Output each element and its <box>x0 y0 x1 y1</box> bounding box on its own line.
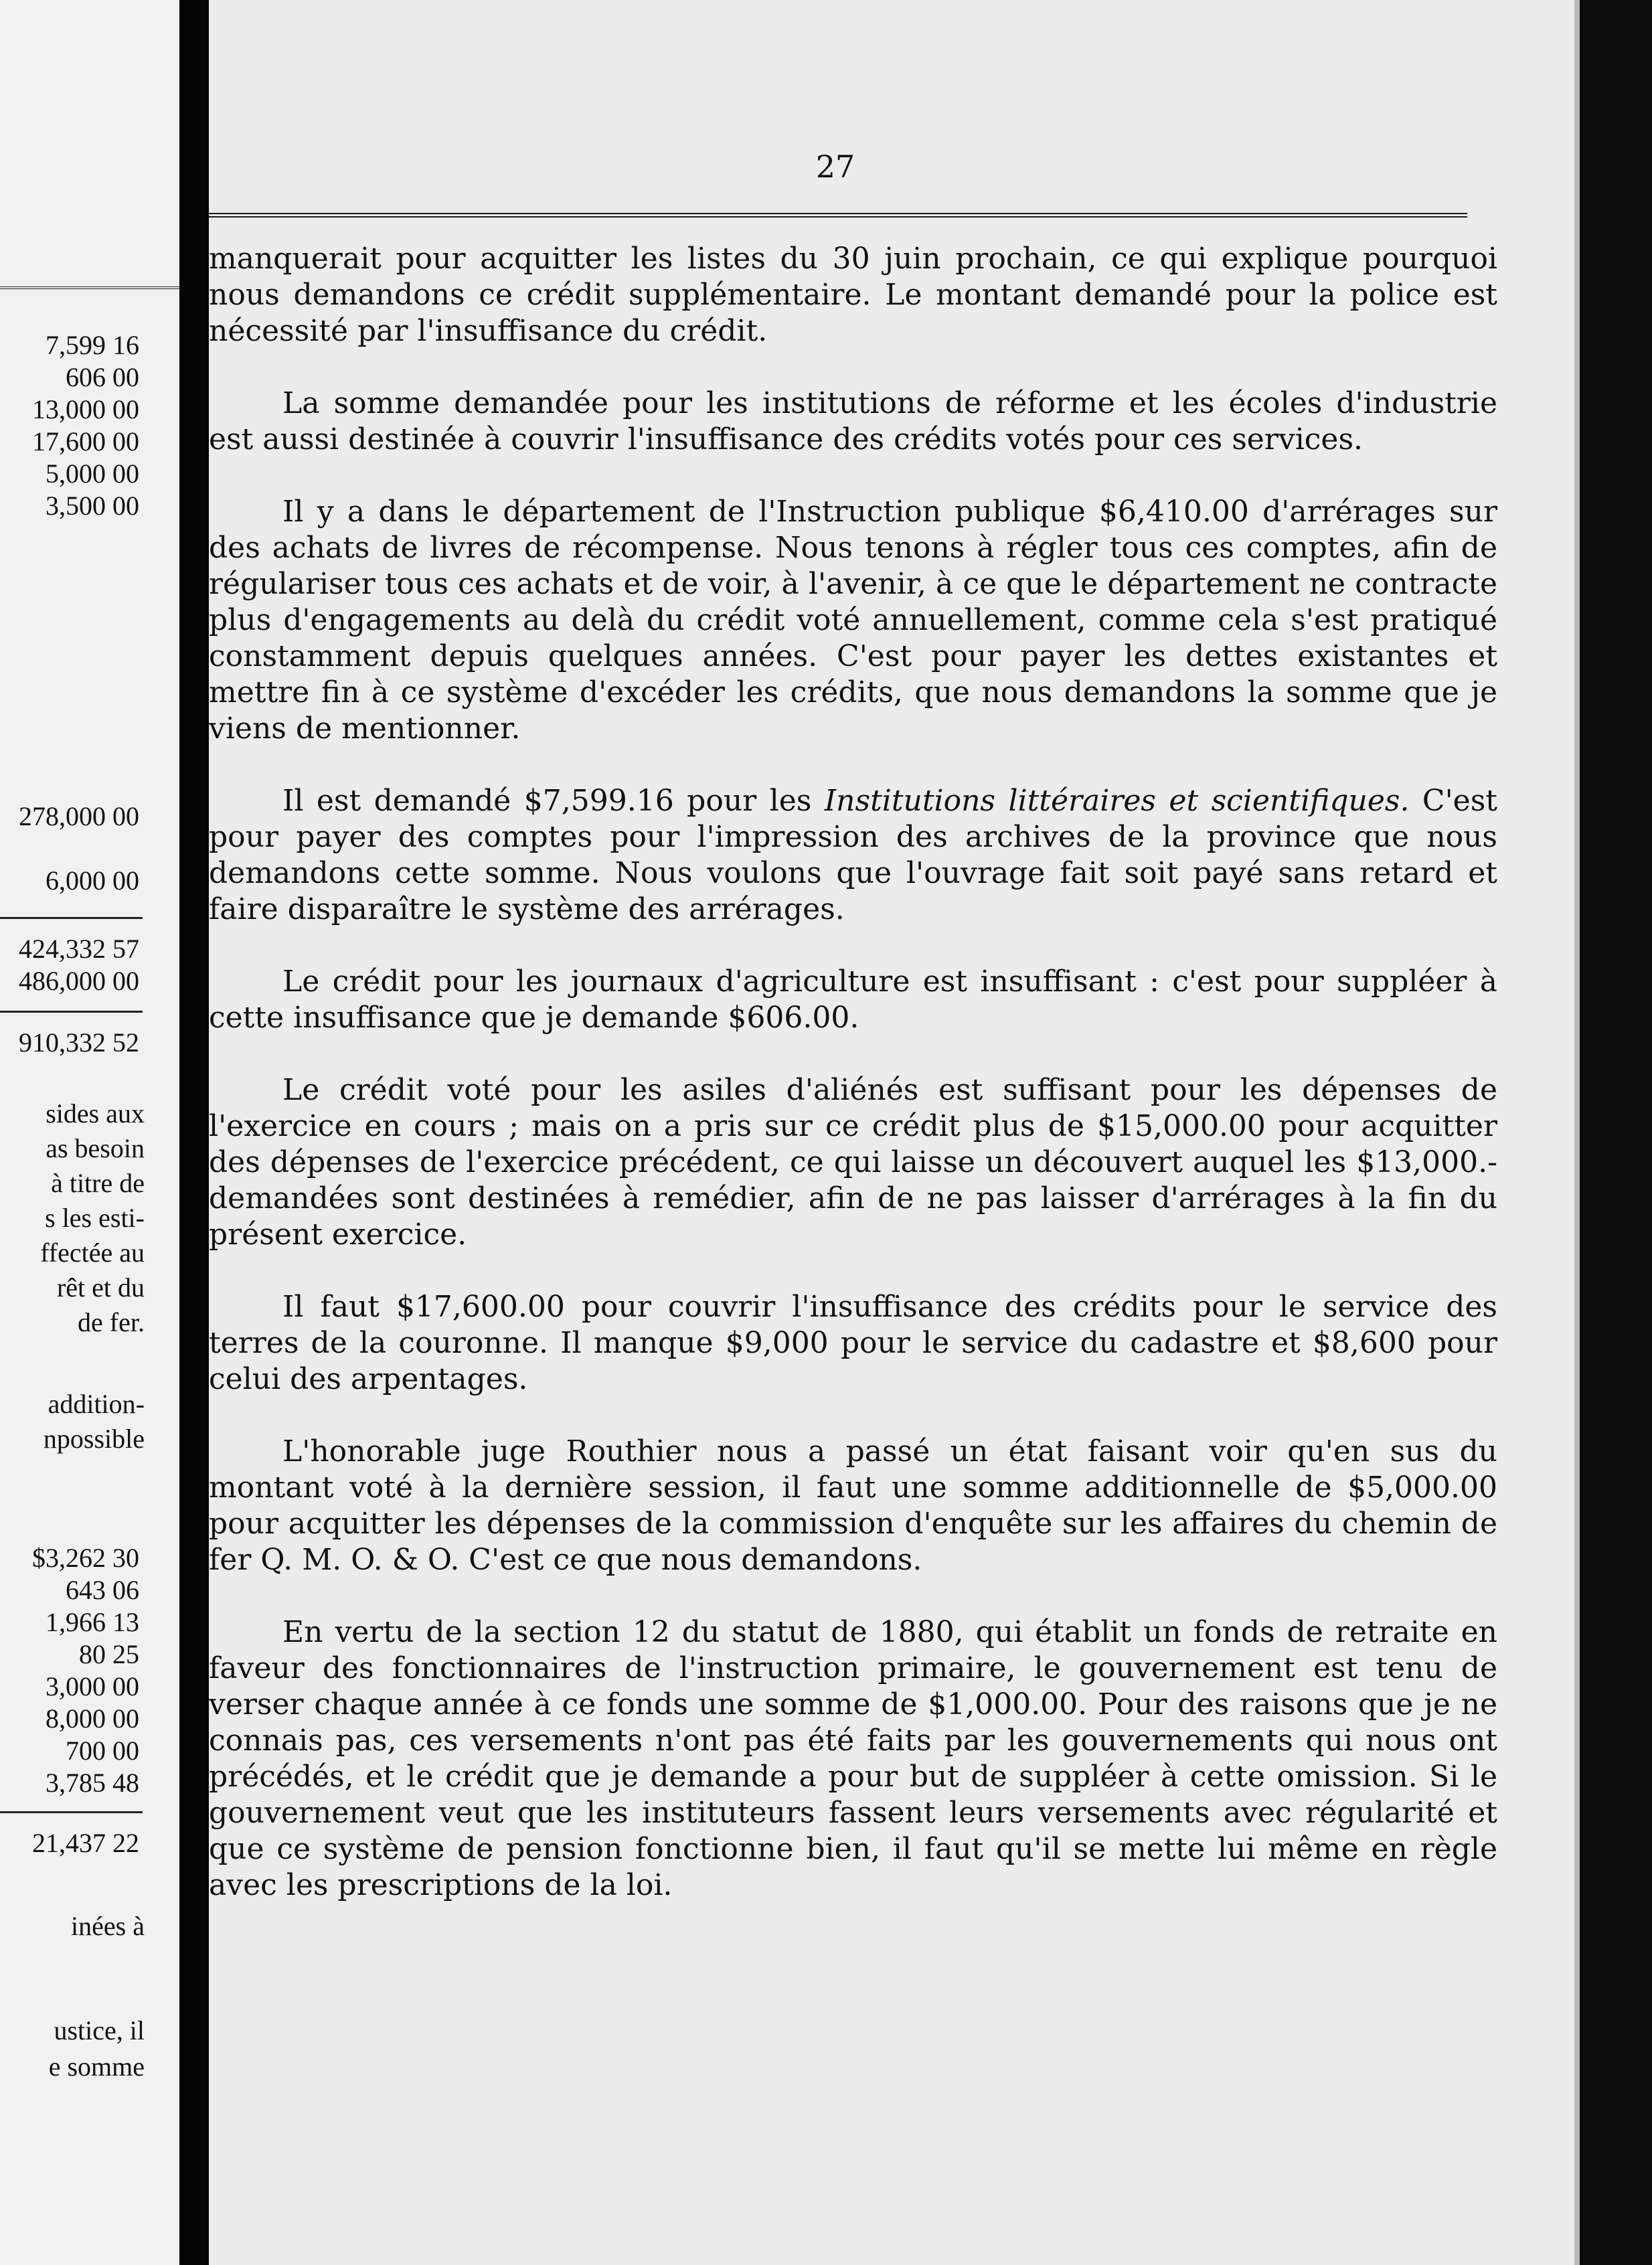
left-text-line: sides aux <box>46 1098 145 1128</box>
scan-border <box>1580 0 1652 2265</box>
left-amount: 278,000 00 <box>19 801 139 831</box>
left-sum-rule <box>0 1011 143 1013</box>
paragraph-text: L'honorable juge Routhier nous a passé un état faisant voir qu'en sus du montant voté à la dernière session, il faut une somme additionnelle de $5,000.00 pour acquitter les dépenses de la commission d'enquête sur les affaires du chemin de fer Q. M. O. & O. C'est ce que nous demandons. <box>209 1434 1497 1577</box>
paragraph-text: Il y a dans le département de l'Instruction publique $6,410.00 d'arrérages sur des achats de livres de récompense. Nous tenons à régler tous ces comptes, afin de régulariser tous ces achats et de voir, à l'avenir, à ce que le département ne contracte plus d'engagements au delà du crédit voté annuellement, comme cela s'est pratiqué constamment depuis quelques années. C'est pour payer les dettes existantes et mettre fin à ce système d'excéder les crédits, que nous demandons la somme que je viens de mentionner. <box>209 495 1497 746</box>
left-amount: 6,000 00 <box>46 865 139 896</box>
left-text-line: npossible <box>43 1424 145 1454</box>
left-text-line: s les esti- <box>45 1203 145 1233</box>
left-amount: 424,332 57 <box>19 934 139 964</box>
header-rule <box>209 213 1467 218</box>
left-text-line: ffectée au <box>40 1238 145 1268</box>
paragraph <box>209 964 1497 1036</box>
paragraph <box>209 241 1497 349</box>
left-text-line: ustice, il <box>54 2015 145 2045</box>
paragraph-text: En vertu de la section 12 du statut de 1880, qui établit un fonds de retraite en faveur des fonctionnaires de l'instruction primaire, le gouvernement est tenu de verser chaque année à ce fonds une somme de $1,000.00. Pour des raisons que je ne connais pas, ces versements n'ont pas été faits par les gouvernements qui nous ont précédés, et le crédit que je demande a pour but de suppléer à cette omission. Si le gouvernement veut que les instituteurs fassent leurs versements avec régularité et que ce système de pension fonctionne bien, il faut qu'il se mette lui même en règle avec les prescriptions de la loi. <box>209 1615 1497 1902</box>
left-amount: 1,966 13 <box>46 1607 139 1637</box>
document-page <box>209 0 1580 2265</box>
paragraph <box>209 783 1497 928</box>
left-sum-rule <box>0 917 143 919</box>
paragraph-text: Le crédit pour les journaux d'agriculture est insuffisant : c'est pour suppléer à cette insuffisance que je demande $606.00. <box>209 964 1497 1035</box>
paragraph <box>209 1434 1497 1578</box>
left-amount: 700 00 <box>66 1736 139 1766</box>
left-text-line: rêt et du <box>56 1272 145 1303</box>
left-amount: 643 06 <box>66 1575 139 1605</box>
left-amount: 17,600 00 <box>32 426 139 456</box>
left-text-line: à titre de <box>51 1168 145 1198</box>
left-sum-rule <box>0 1811 143 1813</box>
left-facing-page <box>0 0 179 2265</box>
left-amount: 13,000 00 <box>32 394 139 424</box>
book-gutter <box>179 0 209 2265</box>
left-amount: 910,332 52 <box>19 1027 139 1058</box>
paragraph-italic-title: Institutions littéraires et scientifiques. <box>824 784 1410 818</box>
left-text-line: as besoin <box>46 1133 145 1163</box>
paragraph <box>209 1072 1497 1253</box>
paragraph-text: La somme demandée pour les institutions de réforme et les écoles d'industrie est aussi destinée à couvrir l'insuffisance des crédits votés pour ces services. <box>209 386 1497 456</box>
left-amount: 606 00 <box>66 362 139 392</box>
body-text <box>209 241 1497 1940</box>
paragraph <box>209 386 1497 458</box>
left-amount: 8,000 00 <box>46 1703 139 1734</box>
left-amount: 3,785 48 <box>46 1768 139 1798</box>
paragraph <box>209 1289 1497 1398</box>
left-text-line: e somme <box>48 2051 145 2082</box>
left-amount: 21,437 22 <box>32 1828 139 1858</box>
paragraph-text: Il est demandé $7,599.16 pour les <box>282 784 825 818</box>
paragraph-text: manquerait pour acquitter les listes du 30 juin prochain, ce qui explique pourquoi nous demandons ce crédit supplémentaire. Le montant demandé pour la police est nécessité par l'insuffisance du crédit. <box>209 242 1497 348</box>
left-amount: 5,000 00 <box>46 458 139 489</box>
left-amount: 7,599 16 <box>46 330 139 360</box>
paragraph-text: C'est pour payer des comptes pour l'impression des archives de la province que nous demandons cette somme. Nous voulons que l'ouvrage fait soit payé sans retard et faire disparaître le système des arrérages. <box>209 784 1497 926</box>
left-amount: $3,262 30 <box>32 1543 139 1573</box>
left-text-line: addition- <box>48 1389 145 1419</box>
paragraph <box>209 494 1497 747</box>
left-text-line: inées à <box>71 1911 145 1941</box>
paragraph <box>209 1614 1497 1904</box>
left-text-line: de fer. <box>78 1307 145 1337</box>
page-number: 27 <box>815 149 855 185</box>
left-amount: 3,500 00 <box>46 491 139 521</box>
left-amount: 486,000 00 <box>19 966 139 996</box>
left-amount: 3,000 00 <box>46 1671 139 1701</box>
paragraph-text: Il faut $17,600.00 pour couvrir l'insuffisance des crédits pour le service des terres de la couronne. Il manque $9,000 pour le service du cadastre et $8,600 pour celui des arpentages. <box>209 1290 1497 1396</box>
left-page-header-rule <box>0 286 179 289</box>
left-amount: 80 25 <box>79 1639 139 1669</box>
paragraph-text: Le crédit voté pour les asiles d'aliénés est suffisant pour les dépenses de l'exercice en cours ; mais on a pris sur ce crédit plus de $15,000.00 pour acquitter des dépenses de l'exercice précédent, ce qui laisse un découvert auquel les $13,000.-demandées sont destinées à remédier, afin de ne pas laisser d'arrérages à la fin du présent exercice. <box>209 1073 1497 1252</box>
